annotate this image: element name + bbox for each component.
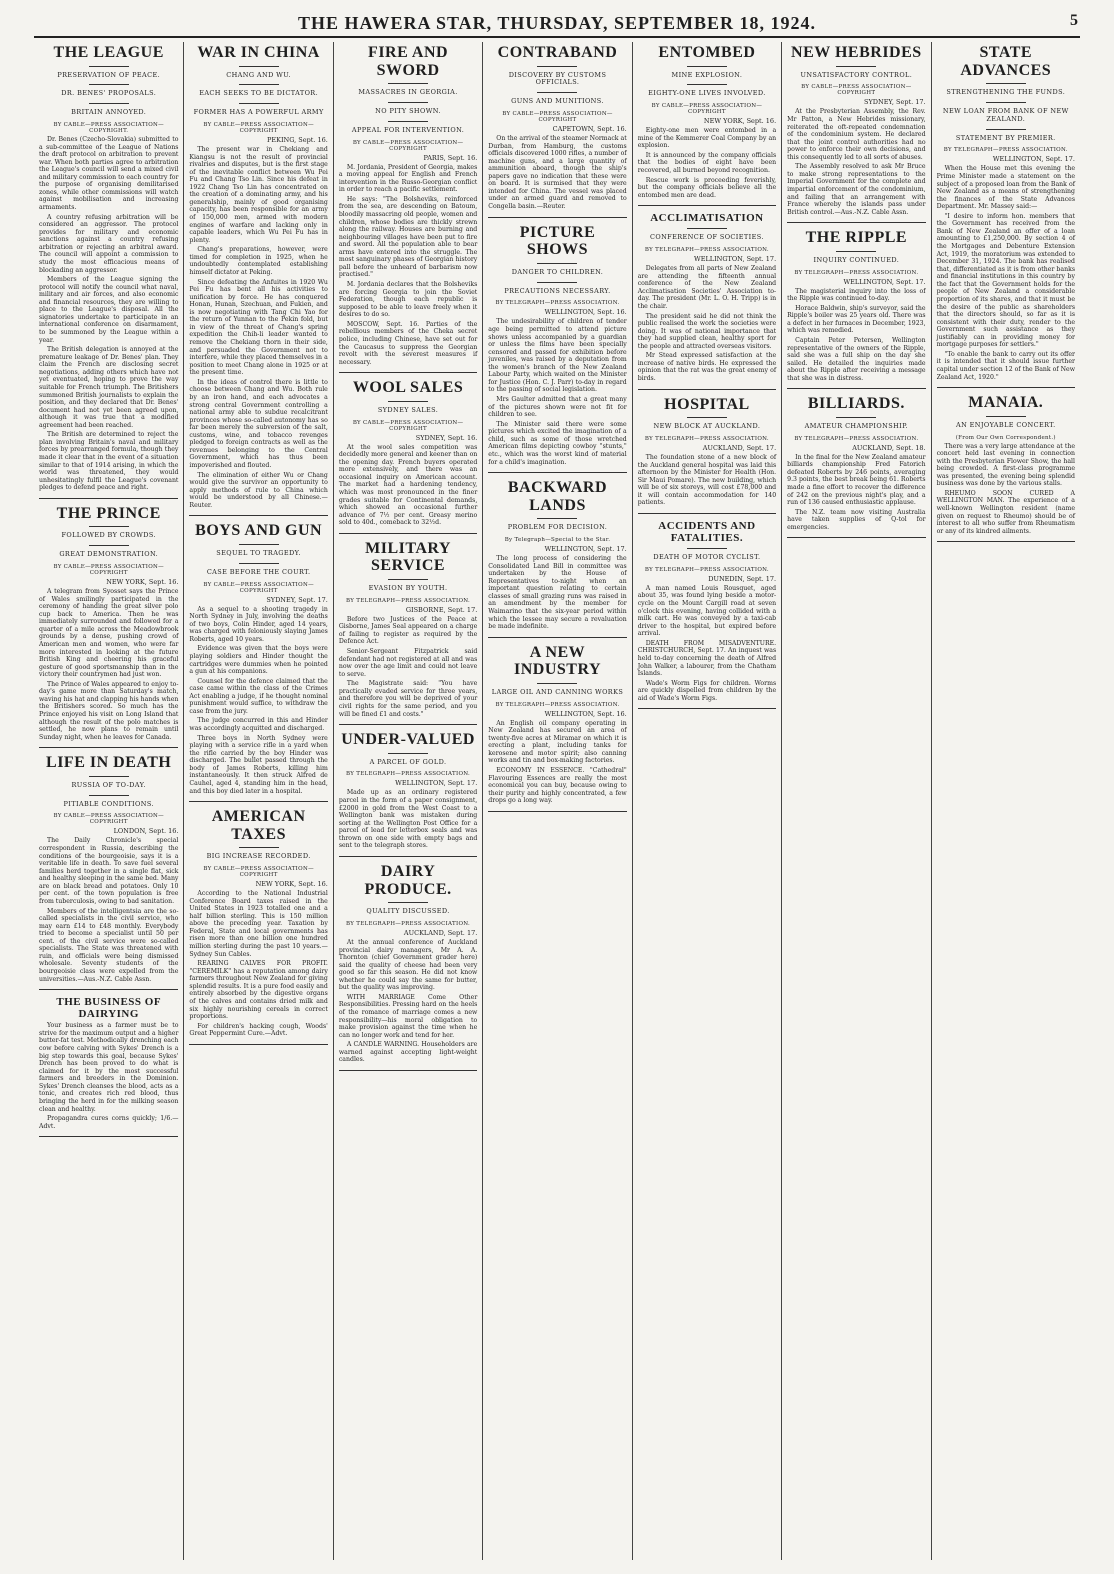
article-subheading: PRECAUTIONS NECESSARY.: [504, 286, 611, 295]
article-separator: [488, 217, 626, 218]
article-headline: FIRE AND SWORD: [368, 44, 449, 79]
article-paragraph: A telegram from Syosset says the Prince of Wales smilingly participated in the ceremony of handing the great silver polo cup back to America. Then he was immediately surrounded and followed for a quarter of a mile across the Meadowbrook grounds by a dense, pushing crowd of American men and women, who were far more interested in looking at the future British King and cheering his graceful gesture of good sportsmanship than in the victory their countrymen had just won.: [39, 588, 179, 679]
article-separator: [488, 472, 626, 473]
news-column: [183, 42, 332, 1560]
article-credit: BY CABLE—PRESS ASSOCIATION—COPYRIGHT: [203, 581, 314, 594]
article-paragraph: RHEUMO SOON CURED A WELLINGTON MAN. The experience of a well-known Wellington resident (name given on request to Rheumo) should be of interest to all who suffer from Rheumatism or any of its kindred ailments.: [936, 489, 1075, 535]
article: [488, 44, 626, 218]
article-separator: [339, 372, 477, 373]
divider: [89, 776, 129, 777]
article-separator: [189, 515, 327, 516]
article-dateline: AUCKLAND, Sept. 17.: [702, 443, 777, 452]
article-headline: NEW HEBRIDES: [791, 44, 922, 61]
article: [189, 44, 327, 516]
article-headline: HOSPITAL: [664, 395, 750, 413]
article-paragraph: The Minister said there were some pictures which excited the imagination of a child, such as some of those wretched American films depicting cowboy "stunts," etc., which was the worst kind of material for a child's imagination.: [488, 420, 627, 466]
article: [488, 224, 626, 473]
divider: [537, 263, 577, 264]
divider: [986, 416, 1026, 417]
divider: [388, 902, 428, 903]
article-subheading: QUALITY DISCUSSED.: [366, 907, 450, 916]
article-paragraph: The British delegation is annoyed at the premature leakage of Dr. Benes' plan. They claim the French are disclosing secret negotiations, adding others which have not yet eventuated, hoping to prove the way suitable for French triumph. The Britishers summoned British journalists to explain the position, and they declared that Dr. Benes' document had not yet been agreed upon, although it was true that a modified agreement had been reached.: [39, 346, 179, 429]
divider: [239, 847, 279, 848]
article-paragraph: Delegates from all parts of New Zealand are attending the fifteenth annual conference of the New Zealand Acclimatisation Societies' Association to-day. The president (Mr. L. O. H. Tripp) is in the chair.: [637, 265, 777, 310]
article-credit: BY TELEGRAPH—PRESS ASSOCIATION.: [495, 300, 620, 307]
news-column: [632, 42, 781, 1560]
article-separator: [39, 989, 178, 990]
article: [339, 44, 477, 373]
article-paragraph: The judge concurred in this and Hinder was accordingly acquitted and discharged.: [189, 717, 328, 733]
article-subheading: NEW LOAN FROM BANK OF NEW ZEALAND.: [942, 106, 1069, 123]
article-paragraph: The undesirability of children of tender age being permitted to attend picture shows unless accompanied by a guardian or unless the films have been specially censored and passed for exhibition before juveniles, was raised by a deputation from the women's branch of the New Zealand Labour Party, which waited on the Minister for Justice (Hon. C. J. Parr) to-day in regard to the passing of social legislation.: [488, 318, 627, 394]
article-paragraph: M. Jordania, President of Georgia, makes a moving appeal for English and French intervention in the Russo-Georgian conflict in order to reach a pacific settlement.: [338, 163, 478, 194]
divider: [537, 683, 577, 684]
article-paragraph: The long process of considering the Consolidated Land Bill in committee was undertaken by the House of Representatives to-night when an important question relating to certain classes of small grazing runs was raised in an amendment by the member for Waimarino that the six-year period within which the lessee may secure a revaluation be made indefinite.: [488, 555, 627, 631]
article-credit: By Telegraph—Special to the Star.: [504, 537, 611, 544]
divider: [986, 102, 1026, 103]
article-separator: [787, 222, 925, 223]
article-subheading: MASSACRES IN GEORGIA.: [358, 88, 458, 97]
article-subheading: NEW BLOCK AT AUCKLAND.: [653, 422, 761, 431]
divider: [239, 103, 279, 104]
article-dateline: WELLINGTON, Sept. 17.: [843, 277, 926, 286]
news-column: [333, 42, 482, 1560]
article-subheading: AMATEUR CHAMPIONSHIP.: [804, 422, 909, 430]
article-separator: [638, 513, 776, 514]
article-headline: MILITARY SERVICE: [365, 539, 451, 575]
article-subheading: MINE EXPLOSION.: [671, 70, 743, 79]
article-paragraph: According to the National Industrial Conference Board taxes raised in the United States in 1923 totalled one and a half billion sterling. This is 150 million above the preceding year. Taxation by Federal, State and local governments has risen more than one billion one hundred million sterling during the past 10 years.—Sydney Sun Cables.: [189, 890, 328, 958]
news-column: [482, 42, 631, 1560]
article-subheading: APPEAL FOR INTERVENTION.: [351, 125, 465, 134]
article-paragraph: A CANDLE WARNING. Householders are warned against accepting light-weight candles.: [338, 1041, 478, 1064]
divider: [239, 544, 279, 545]
article-separator: [339, 533, 477, 534]
article-paragraph: As a sequel to a shooting tragedy in North Sydney in July, involving the deaths of two boys, Colin Hinder, aged 14 years, was charged with feloniously slaying James Roberts, aged 10 years.: [189, 605, 328, 643]
article-paragraph: The magisterial inquiry into the loss of the Ripple was continued to-day.: [787, 287, 926, 303]
article-subheading: RUSSIA OF TO-DAY.: [71, 780, 146, 789]
article-separator: [189, 1044, 327, 1045]
article-separator: [787, 537, 925, 538]
article-subheading: A PARCEL OF GOLD.: [369, 757, 447, 766]
divider: [89, 103, 129, 104]
article-headline: STATE ADVANCES: [960, 44, 1052, 79]
article-dateline: LONDON, Sept. 16.: [113, 827, 179, 836]
article-dateline: GISBORNE, Sept. 17.: [405, 605, 478, 614]
article-subheading: SEQUEL TO TRAGEDY.: [216, 549, 301, 558]
article-paragraph: The president said he did not think the public realised the work the societies were doing. It was of national importance that they had supplied clean, healthy sport for the people and attracted overseas visitors.: [637, 312, 777, 350]
article: [39, 754, 178, 990]
divider: [89, 66, 129, 67]
article-separator: [787, 388, 925, 389]
article: [39, 996, 178, 1137]
article-subheading: CHANG AND WU.: [226, 70, 292, 79]
article-headline: UNDER-VALUED: [341, 731, 475, 749]
article-paragraph: Members of the intelligentsia are the so-called specialists in the civil service, who may earn £14 to £48 monthly. Everybody tried to become a specialist until 50 per cent. of the civil service were so-called specialists. The State was threatened with ruin, and officials were being dismissed wholesale. Seventy students of the bourgeoisie class were expelled from the universities.—Aus.-N.Z. Cable Assn.: [39, 907, 179, 983]
article-headline: MANAIA.: [968, 394, 1044, 412]
article-paragraph: WITH MARRIAGE Come Other Responsibilities. Pressing hard on the heels of the romance of marriage comes a new responsibility—his moral obligation to make provision against the time when he can no longer work and tend for her.: [338, 993, 478, 1039]
article-paragraph: At the annual conference of Auckland provincial dairy managers, Mr A. A. Thornton (chief Government grader here) said the quality of cheese had been very good so far this season. He did not know whether he could say the same for butter, but the quality was improving.: [338, 938, 478, 992]
article-paragraph: Senior-Sergeant Fitzpatrick said defendant had not registered at all and was now over the age limit and could not leave to serve.: [338, 648, 478, 678]
article-paragraph: There was a very large attendance at the concert held last evening in connection with the Presbyterian Flower Show, the hall being crowded. A first-class programme was presented, the evening being splendid business was done by the various stalls.: [936, 442, 1075, 488]
article: [937, 44, 1075, 388]
columns-container: [34, 42, 1080, 1560]
divider: [836, 66, 876, 67]
article: [787, 395, 925, 538]
article-paragraph: Your business as a farmer must be to strive for the maximum output and a higher butter-fat test. Methodically drenching each cow before calving with Sykes' Drench is a big step towards this goal, because Sykes' Drench has been proved to do what is claimed for it by the most successful farmers and breeders in the Dominion. Sykes' Drench cleanses the blood, acts as a tonic, and creates rich red blood, thus bringing the herd in for the milking season clean and healthy.: [39, 1022, 179, 1113]
article-dateline: AUCKLAND, Sept. 17.: [403, 928, 478, 937]
article-headline: WOOL SALES: [352, 379, 464, 397]
divider: [388, 83, 428, 84]
article-subheading: STATEMENT BY PREMIER.: [955, 133, 1056, 142]
article-separator: [937, 387, 1075, 388]
article-credit: BY TELEGRAPH—PRESS ASSOCIATION.: [794, 435, 919, 442]
article-separator: [339, 724, 477, 725]
article-paragraph: Mr Stead expressed satisfaction at the increase of native birds. He expressed the opinion that the rat was the great enemy of birds.: [637, 352, 777, 383]
article-paragraph: The foundation stone of a new block of the Auckland general hospital was laid this afternoon by the Minister for Health (Hon. Sir Maui Pomare). The new building, which will be of six storeys, will cost £78,000 and it will contain accommodation for 140 patients.: [637, 453, 777, 507]
article-separator: [638, 389, 776, 390]
article: [638, 44, 776, 206]
divider: [836, 417, 876, 418]
article-headline: THE BUSINESS OF DAIRYING: [56, 996, 162, 1021]
article-paragraph: Evidence was given that the boys were playing soldiers and Hinder thought the cartridges were dummies when he pointed a gun at his companions.: [189, 645, 328, 676]
divider: [239, 66, 279, 67]
article-paragraph: It is announced by the company officials that the bodies of eight have been recovered, all burned beyond recognition.: [637, 151, 777, 174]
divider: [537, 66, 577, 67]
article-dateline: PARIS, Sept. 16.: [423, 153, 478, 162]
article-dateline: SYDNEY, Sept. 17.: [266, 595, 328, 604]
article-paragraph: Mrs Gaulter admitted that a great many of the pictures shown were not fit for children to see.: [488, 396, 627, 419]
article-dateline: SYDNEY, Sept. 17.: [864, 98, 926, 107]
page-number: 5: [1070, 12, 1078, 29]
article-paragraph: The elimination of either Wu or Chang would give the survivor an opportunity to apply methods of rule to China which would be understood by all Chinese.—Reuter.: [189, 471, 328, 509]
article-subheading: CASE BEFORE THE COURT.: [206, 567, 311, 576]
masthead: [34, 10, 1080, 38]
divider: [537, 92, 577, 93]
article-headline: THE PRINCE: [56, 504, 161, 522]
article-credit: BY CABLE—PRESS ASSOCIATION—COPYRIGHT: [801, 84, 912, 97]
divider: [89, 84, 129, 85]
article-paragraph: The present war in Chekiang and Kiangsu is not the result of provincial rivalries and disputes, but is the first stage of the inevitable conflict between Wu Pei Fu and Chang Tso Lin. Since his defeat in 1922 Chang Tso Lin has concentrated on the creation of a dominating army, and his generalship, mainly of good organising capacity, has been responsible for an army of 150,000 men, armed with modern engines of warfare and lacking only in capable leaders, which Wu Pei Fu has in plenty.: [189, 145, 328, 244]
article: [39, 44, 178, 499]
article-headline: BILLIARDS.: [807, 395, 905, 413]
news-column: [931, 42, 1080, 1560]
article-credit: BY CABLE—PRESS ASSOCIATION—COPYRIGHT: [203, 866, 314, 879]
divider: [89, 795, 129, 796]
article-separator: [189, 801, 327, 802]
divider: [986, 83, 1026, 84]
article-paragraph: The Assembly resolved to ask Mr Bruce to make strong representations to the Imperial Government for the complete and impartial enforcement of the condominium, and failing that an arrangement with France whereby the islands pass under British control.—Aus.-N.Z. Cable Assn.: [787, 163, 926, 216]
article-credit: BY TELEGRAPH—PRESS ASSOCIATION.: [346, 597, 471, 604]
article-paragraph: At the wool sales competition was decidedly more general and keener than on the opening day. French buyers operated more extensively, and there was an occasional inquiry on American account. The market had a hardening tendency, which was most pronounced in the finer grades suitable for Continental demands, which showed an occasional further advance of 7½ per cent. Greasy merino sold to 40d., comeback to 32½d.: [338, 443, 478, 527]
article-subheading: GREAT DEMONSTRATION.: [59, 550, 159, 559]
article-headline: ACCIDENTS AND FATALITIES.: [658, 519, 756, 544]
divider: [537, 282, 577, 283]
article-dateline: WELLINGTON, Sept. 17.: [395, 779, 478, 788]
article-paragraph: Chang's preparations, however, were timed for completion in 1925, when he undoubtedly contemplated establishing himself dictator at Peking.: [189, 246, 328, 276]
article-subheading: GUNS AND MUNITIONS.: [511, 97, 604, 106]
article-subheading: INQUIRY CONTINUED.: [813, 255, 900, 264]
article-headline: A NEW INDUSTRY: [513, 643, 601, 679]
divider: [388, 753, 428, 754]
article-subheading: BRITAIN ANNOYED.: [71, 108, 147, 117]
article-paragraph: In the final for the New Zealand amateur billiards championship Fred Fatorich defeated Roberts by 246 points, averaging 9.3 points, the best break being 61. Roberts made a fine effort to recover the difference of 242 on the previous night's play, and a run of 136 caused enthusiastic applause.: [787, 453, 926, 507]
article: [39, 505, 178, 748]
article-paragraph: Members of the League signing the protocol will notify the council what naval, military and air forces, and also economic and financial resources, they are willing to place to the League's disposal. All the signatories undertake to participate in an international conference on disarmament, to be summoned by the League within a year.: [39, 276, 179, 344]
article-subheading: EVASION BY YOUTH.: [368, 583, 448, 592]
article-paragraph: At the Presbyterian Assembly, the Rev. Mr Patton, a New Hebrides missionary, reiterated the oft-repeated condemnation of the condominium system. He declared that the joint control authorities had no power to enforce their own decisions, and this consequently led to all sorts of abuses.: [787, 108, 926, 161]
article-paragraph: The British are determined to reject the plan involving Britain's naval and military forces by prearranged formula, though they made it clear that in the event of a situation similar to that of 1914 arising, in which the world was threatened, they would unhesitatingly fulfil the League's covenant pledges to defend peace and right.: [39, 431, 179, 492]
article: [638, 396, 776, 514]
article-paragraph: Since defeating the Anfuites in 1920 Wu Pei Fu has bent all his activities to unification by force. He has conquered Honan, Hunan, Szechuan, and Fukien, and is now negotiating with Tang Chi Yao for the return of Yunnan to the Pekin fold, but in view of the threat of Chang's spring expedition the Chih-li leader wanted to remove the Chekiang thorn in their side, and persuaded the Government not to interfere, while they placed themselves in a position to meet Chang alone in 1925 or at the present time.: [189, 278, 328, 377]
article-dateline: AUCKLAND, Sept. 18.: [852, 443, 926, 452]
article-subheading: FORMER HAS A POWERFUL ARMY: [193, 108, 324, 117]
article-credit: BY TELEGRAPH—PRESS ASSOCIATION.: [644, 247, 769, 254]
article-credit: BY TELEGRAPH—PRESS ASSOCIATION.: [644, 566, 769, 573]
article-dateline: SYDNEY, Sept. 16.: [415, 433, 478, 442]
article-credit: BY CABLE—PRESS ASSOCIATION—COPYRIGHT: [53, 813, 164, 826]
article-paragraph: Counsel for the defence claimed that the case came within the class of the Crimes Act enabling a judge, if he thought nominal punishment would suffice, to withdraw the case from the jury.: [189, 677, 328, 715]
divider: [687, 66, 727, 67]
divider: [388, 401, 428, 402]
article-headline: CONTRABAND: [497, 44, 618, 61]
article-paragraph: "To enable the bank to carry out its offer it is intended that it should issue further capital under section 12 of the Bank of New Zealand Act, 1920.": [936, 350, 1075, 381]
article-credit: BY CABLE—PRESS ASSOCIATION—COPYRIGHT: [352, 419, 464, 432]
divider: [986, 129, 1026, 130]
article-paragraph: On the arrival of the steamer Normack at Durban, from Hamburg, the customs officials discovered 1000 rifles, a number of machine guns, and a large quantity of ammunition aboard, though the ship's papers gave no indication that these were on board. It is surmised that they were intended for China. The vessel was placed under an armed guard and removed to Congella basin.—Reuter.: [488, 134, 627, 211]
article-paragraph: A country refusing arbitration will be considered an aggressor. The protocol provides for military and economic sanctions against a country refusing arbitration or rejecting an arbitral award. The council will appoint a commission to study the most efficacious means of blockading an aggressor.: [39, 213, 179, 274]
divider: [89, 545, 129, 546]
article: [638, 520, 776, 709]
article-headline: BACKWARD LANDS: [507, 479, 608, 514]
article-subheading: PITIABLE CONDITIONS.: [63, 799, 154, 808]
article-headline: PICTURE SHOWS: [519, 223, 596, 259]
article-subheading: DR. BENES' PROPOSALS.: [61, 89, 157, 98]
article: [488, 644, 626, 812]
divider: [388, 579, 428, 580]
article-credit: BY TELEGRAPH—PRESS ASSOCIATION.: [943, 147, 1068, 154]
article-credit: BY TELEGRAPH—PRESS ASSOCIATION.: [794, 269, 919, 276]
article-subheading: NO PITY SHOWN.: [375, 106, 441, 115]
article-paragraph: Horace Baldwin, ship's surveyor, said the Ripple's boiler was 25 years old. There was a defect in her furnaces in December, 1923, which was remedied.: [787, 304, 926, 335]
article-subheading: STRENGTHENING THE FUNDS.: [946, 88, 1066, 97]
article-paragraph: For children's hacking cough, Woods' Great Peppermint Cure.—Advt.: [189, 1022, 328, 1038]
article-paragraph: Dr. Benes (Czecho-Slovakia) submitted to a sub-committee of the League of Nations the draft protocol on arbitration to prevent war. When both parties agree to arbitration the League's council will send a mixed civil and military commission to each country for the purpose of organising demilitarised zones, while other commissions will watch against mobilisation and increasing armaments.: [39, 135, 179, 212]
article-subheading: DANGER TO CHILDREN.: [511, 267, 604, 276]
article-credit: BY CABLE—PRESS ASSOCIATION—COPYRIGHT: [203, 121, 314, 134]
article-subheading: SYDNEY SALES.: [377, 405, 439, 414]
article-credit: BY TELEGRAPH—PRESS ASSOCIATION.: [644, 435, 769, 442]
article: [787, 44, 925, 223]
article-dateline: PEKING, Sept. 16.: [266, 135, 328, 144]
article-credit: BY TELEGRAPH—PRESS ASSOCIATION.: [495, 701, 620, 708]
article-dateline: CAPETOWN, Sept. 16.: [552, 124, 627, 133]
article-paragraph: MOSCOW, Sept. 16. Parties of the rebellious members of the Cheka secret police, including Chinese, have set out for the Caucasus to suppress the Georgian revolt with the severest measures if necessary.: [338, 320, 478, 366]
article-paragraph: Wade's Worm Figs for children. Worms are quickly dispelled from children by the aid of Wade's Worm Figs.: [637, 679, 777, 702]
news-column: [781, 42, 930, 1560]
article-subheading: UNSATISFACTORY CONTROL.: [800, 70, 913, 79]
article-dateline: DUNEDIN, Sept. 17.: [708, 574, 777, 583]
news-column: [34, 42, 183, 1560]
article-headline: BOYS AND GUN: [195, 522, 323, 540]
divider: [836, 251, 876, 252]
article-separator: [638, 708, 776, 709]
divider: [687, 228, 727, 229]
article-dateline: WELLINGTON, Sept. 17.: [694, 255, 777, 264]
article-separator: [39, 498, 178, 499]
article-separator: [937, 541, 1075, 542]
article-credit: BY CABLE—PRESS ASSOCIATION—COPYRIGHT: [53, 564, 164, 577]
article-separator: [638, 205, 776, 206]
article: [339, 379, 477, 534]
article-headline: THE LEAGUE: [53, 44, 164, 61]
article-separator: [39, 1136, 178, 1137]
article-subheading: DISCOVERY BY CUSTOMS OFFICIALS.: [508, 70, 607, 87]
article-dateline: WELLINGTON, Sept. 16.: [544, 308, 627, 317]
article: [638, 212, 776, 389]
article-subheading: PRESERVATION OF PEACE.: [57, 70, 161, 79]
article-headline: ENTOMBED: [658, 44, 756, 61]
article-headline: ACCLIMATISATION: [650, 212, 764, 225]
article-paragraph: Before two Justices of the Peace at Gisborne, James Seal appeared on a charge of failing to register as required by the Defence Act.: [338, 615, 478, 646]
article-paragraph: Three boys in North Sydney were playing with a service rifle in a yard when the rifle carried by the boy Hinder was discharged. The bullet passed through the body of James Roberts, killing him instantaneously. It then struck Alfred de Cauhel, aged 4, standing him in the head, and this boy died later in a hospital.: [189, 734, 328, 795]
article-paragraph: In the ideas of control there is little to choose between Chang and Wu. Both rule by an iron hand, and each advocates a strong central Government controlling a national army able to subdue recalcitrant provinces whose so-called autonomy has so far been merely the subversion of the salt, customs, wine, and tobacco revenges pledged to foreign contracts as well as the revenues belonging to the Central Government, which has thus been impoverished and flouted.: [189, 378, 328, 470]
article-paragraph: A man named Louis Rousquet, aged about 35, was found lying beside a motor-cycle on the Mount Cargill road at seven o'clock this evening, having collided with a milk cart. He was conveyed by a taxi-cab driver to the hospital, but expired before arrival.: [637, 584, 777, 638]
article-headline: AMERICAN TAXES: [211, 808, 306, 843]
article-dateline: NEW YORK, Sept. 16.: [106, 578, 179, 587]
divider: [388, 102, 428, 103]
article-paragraph: ECONOMY IN ESSENCE. "Cathedral" Flavouring Essences are really the most economical you can buy, because owing to their purity and highly concentrated, a few drops go a long way.: [488, 767, 627, 805]
article-separator: [339, 856, 477, 857]
article-paragraph: DEATH FROM MISADVENTURE. CHRISTCHURCH, Sept. 17. An inquest was held to-day concerning the death of Alfred John Walker, a labourer, from the Chatham Islands.: [637, 639, 777, 678]
divider: [89, 526, 129, 527]
article-separator: [339, 1070, 477, 1071]
article-paragraph: The Daily Chronicle's special correspondent in Russia, describing the conditions of the bourgeoisie, says it is a veritable life in death. To save fuel several families herd together in a single flat, sick and healthy sleeping in the same bed. Many are on black bread and potatoes. Only 10 per cent. of the town population is free from tuberculosis, owing to bad sanitation.: [39, 837, 179, 905]
article-dateline: WELLINGTON, Sept. 16.: [544, 709, 627, 718]
article: [787, 229, 925, 389]
divider: [537, 518, 577, 519]
article-headline: DAIRY PRODUCE.: [364, 862, 452, 898]
article-credit: BY TELEGRAPH—PRESS ASSOCIATION.: [346, 920, 471, 927]
article: [189, 522, 327, 802]
article-credit: BY TELEGRAPH—PRESS ASSOCIATION.: [346, 771, 471, 778]
article-paragraph: Eighty-one men were entombed in a mine of the Kemmerer Coal Company by an explosion.: [637, 127, 777, 150]
article-headline: LIFE IN DEATH: [46, 754, 172, 772]
article-credit: (From Our Own Correspondent.): [955, 434, 1056, 441]
article: [937, 394, 1075, 542]
article-paragraph: Made up as an ordinary registered parcel in the form of a paper consignment, £2000 in gold from the West Coast to a Wellington bank was mistaken during sorting at the Wellington Post Office for a parcel of lead for letterbox seals and was thrown on one side with empty bags and sent to the telegraph stores.: [338, 789, 478, 850]
article-paragraph: M. Jordania declares that the Bolsheviks are forcing Georgia to join the Soviet Federation, though each republic is supposed to be able to leave freely when it desires to do so.: [338, 281, 478, 319]
article-credit: BY CABLE—PRESS ASSOCIATION—COPYRIGHT: [352, 139, 464, 152]
article-subheading: EIGHTY-ONE LIVES INVOLVED.: [648, 89, 766, 98]
article-credit: BY CABLE—PRESS ASSOCIATION—COPYRIGHT.: [53, 121, 164, 134]
divider: [687, 417, 727, 418]
newspaper-title: THE HAWERA STAR, THURSDAY, SEPTEMBER 18, 1924.: [297, 12, 817, 33]
article-subheading: FOLLOWED BY CROWDS.: [61, 531, 156, 540]
article-headline: WAR IN CHINA: [197, 44, 320, 61]
article-paragraph: When the House met this evening the Prime Minister made a statement on the subject of a proposed loan from the Bank of New Zealand as a means of strengthening the finances of the State Advances Department. Mr. Massey said:—: [936, 165, 1075, 211]
article-paragraph: The N.Z. team now visiting Australia have taken supplies of Q-tol for emergencies.: [787, 508, 926, 531]
article-paragraph: The Prince of Wales appeared to enjoy to-day's game more than Saturday's match, waving his hat and clapping his hands when the Britishers scored. So much has the Prince enjoyed his visit on Long Island that although the result of the polo matches is settled, he now plans to remain until Sunday night, when he leaves for Canada.: [39, 680, 179, 741]
article-subheading: BIG INCREASE RECORDED.: [206, 852, 311, 861]
article: [339, 863, 477, 1071]
article-subheading: CONFERENCE OF SOCIETIES.: [649, 233, 764, 242]
divider: [687, 84, 727, 85]
article-subheading: PROBLEM FOR DECISION.: [507, 523, 608, 532]
article-headline: THE RIPPLE: [805, 229, 908, 247]
divider: [239, 84, 279, 85]
article-dateline: WELLINGTON, Sept. 17.: [544, 545, 627, 554]
article-credit: BY CABLE—PRESS ASSOCIATION—COPYRIGHT: [502, 110, 613, 123]
article-separator: [488, 637, 626, 638]
divider: [687, 548, 727, 549]
article: [488, 479, 626, 638]
article-paragraph: He says: "The Bolsheviks, reinforced from the sea, are descending on Batoum, bloodily massacring old people, women and children, whose bodies are thickly strewn along the railway. Houses are burning and neighbouring villages have been put to fire and sword. All the population able to bear arms have entered into the struggle. The most sanguinary phases of Georgian history pall before the unheard of barbarism now practised.": [338, 195, 478, 279]
article-subheading: DEATH OF MOTOR CYCLIST.: [653, 553, 761, 562]
article: [339, 731, 477, 857]
article-paragraph: An English oil company operating in New Zealand has secured an area of twenty-five acres at Miramar on which it is erecting a plant, including tanks for kerosene and motor spirit; also canning works and tin and box-making factories.: [488, 719, 627, 765]
article-paragraph: "I desire to inform hon. members that the Government has received from the Bank of New Zealand an offer of a loan amounting to £1,250,000. By section 4 of the Mortgages and Debenture Extension Act, 1919, the moratorium was extended to December 31, 1924. The bank has realised that, differentiated as it is from other banks and financial institutions in this country by the fact that the Government holds for the people of New Zealand a considerable proportion of its shares, and that it must be the desire of the public as shareholders that the directors should, so far as it is consistent with their duty, render to the Government such assistance as they justifiably can in providing money for mortgage purposes for settlers.": [936, 212, 1075, 349]
article-dateline: NEW YORK, Sept. 16.: [703, 117, 777, 126]
article-credit: BY CABLE—PRESS ASSOCIATION—COPYRIGHT: [651, 103, 763, 116]
article-dateline: WELLINGTON, Sept. 17.: [992, 155, 1075, 164]
article-separator: [488, 811, 626, 812]
divider: [388, 121, 428, 122]
article-subheading: LARGE OIL AND CANNING WORKS: [491, 687, 624, 696]
divider: [239, 563, 279, 564]
article-subheading: AN ENJOYABLE CONCERT.: [956, 420, 1056, 429]
article-paragraph: Captain Peter Petersen, Wellington representative of the owners of the Ripple, said she was a full ship on the day she sailed. He detailed the inquiries made about the Ripple after receiving a message that she was in distress.: [787, 337, 926, 382]
article: [189, 808, 327, 1045]
article: [339, 540, 477, 725]
article-paragraph: The Magistrate said: "You have practically evaded service for three years, and therefore you will be deprived of your civil rights for the same period, and you will be fined £1 and costs.": [338, 680, 478, 718]
article-separator: [39, 747, 178, 748]
article-subheading: EACH SEEKS TO BE DICTATOR.: [199, 89, 319, 98]
article-paragraph: Rescue work is proceeding feverishly, but the company officials believe all the entombed men are dead.: [637, 176, 777, 199]
article-paragraph: Propagandra cures corns quickly; 1/6.—Advt.: [39, 1115, 179, 1130]
article-paragraph: REARING CALVES FOR PROFIT. "CEREMILK" has a reputation among dairy farmers throughout New Zealand for giving splendid results. It is a pure food easily and entirely absorbed by the digestive organs of the calves and contains dried milk and six highly nourishing cereals in correct proportions.: [189, 960, 328, 1021]
article-dateline: NEW YORK, Sept. 16.: [255, 880, 328, 889]
